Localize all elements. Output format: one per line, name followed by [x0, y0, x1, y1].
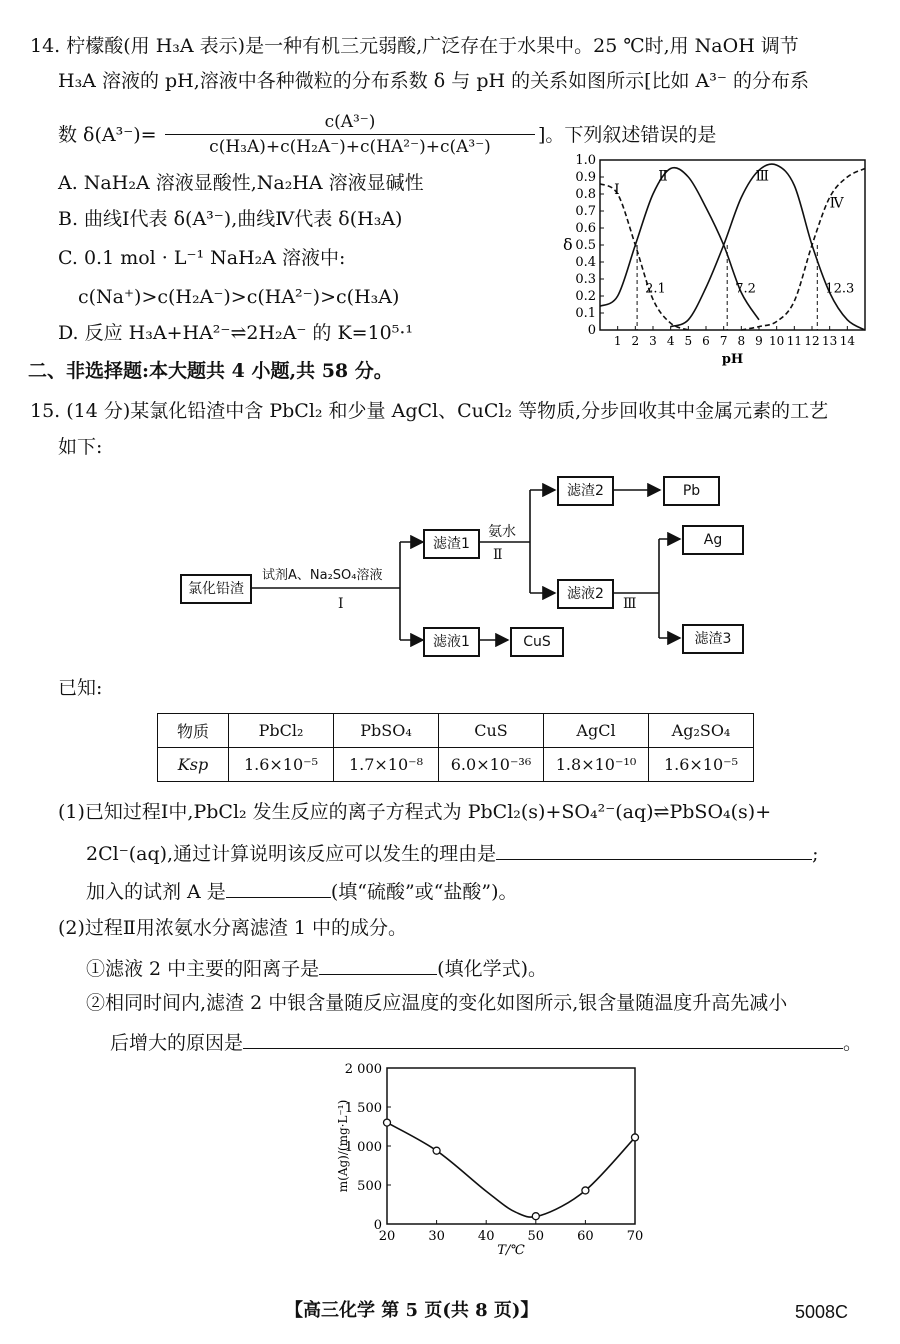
- y-tick-label: 1 000: [344, 1140, 382, 1155]
- x-tick-label: 6: [702, 334, 710, 348]
- x-tick-label: 30: [428, 1229, 445, 1244]
- flow-box-start: 氯化铅渣: [180, 574, 252, 604]
- x-tick-label: 20: [378, 1229, 396, 1244]
- distribution-chart: [545, 150, 880, 375]
- ksp-table-value-row: [158, 748, 754, 782]
- x-tick-label: 5: [684, 334, 693, 348]
- x-tick-label: 40: [477, 1229, 495, 1244]
- x-tick-label: 7: [719, 334, 728, 348]
- x-tick-label: 4: [666, 334, 675, 348]
- q15-p1-line2-end: ;: [812, 843, 819, 865]
- x-tick-label: 8: [737, 334, 746, 348]
- q14-frac-bar: [165, 134, 535, 135]
- q14-option-c-line2: c(Na⁺)>c(H₂A⁻)>c(HA²⁻)>c(H₃A): [78, 286, 400, 308]
- y-tick-label: 0.8: [575, 187, 596, 202]
- ksp-header-cell: 物质: [158, 714, 229, 748]
- y-axis-label: m(Ag)/(mg·L⁻¹): [336, 1099, 350, 1193]
- y-tick-label: 0.3: [575, 272, 596, 287]
- flow-box-pb: Pb: [663, 476, 720, 506]
- y-tick-label: 0.1: [575, 306, 596, 321]
- ksp-value-cell: 6.0×10⁻³⁶: [439, 748, 544, 782]
- ksp-value-cell: 1.6×10⁻⁵: [229, 748, 334, 782]
- pka-annotation: 2.1: [645, 281, 666, 297]
- q14-option-a: A. NaH₂A 溶液显酸性,Na₂HA 溶液显碱性: [58, 172, 424, 194]
- footer-title: 【高三化学 第 5 页(共 8 页)】: [285, 1300, 539, 1321]
- answer-blank-cation[interactable]: [319, 956, 437, 975]
- flow-box-filtrate2: 滤液2: [557, 579, 614, 609]
- q15-known: 已知:: [58, 677, 103, 699]
- x-axis-label: pH: [721, 352, 744, 367]
- q15-p2-2-line2-text: 后增大的原因是: [110, 1032, 244, 1054]
- ksp-table: [157, 713, 754, 782]
- answer-blank-reagent[interactable]: [226, 879, 331, 898]
- plot-frame: [387, 1068, 635, 1224]
- data-point: [433, 1147, 440, 1154]
- x-tick-label: 50: [527, 1229, 545, 1244]
- x-tick-label: 1: [613, 334, 622, 348]
- series-curve-1: [600, 184, 688, 330]
- flow-box-residue3: 滤渣3: [682, 624, 744, 654]
- y-tick-label: 0.5: [575, 238, 596, 253]
- x-tick-label: 10: [769, 334, 785, 348]
- y-axis-label: δ: [563, 235, 573, 254]
- x-tick-label: 3: [649, 334, 657, 348]
- q15-p2-1: [86, 956, 547, 981]
- ksp-header-cell: PbSO₄: [334, 714, 439, 748]
- x-tick-label: 12: [804, 334, 820, 348]
- data-point: [632, 1134, 639, 1141]
- q14-frac-prefix: 数 δ(A³⁻)=: [58, 124, 157, 146]
- series-label: Ⅱ: [658, 168, 668, 185]
- y-tick-label: 0.2: [575, 289, 596, 304]
- q14-option-b: B. 曲线Ⅰ代表 δ(A³⁻),曲线Ⅳ代表 δ(H₃A): [58, 208, 403, 230]
- ksp-value-cell: 1.6×10⁻⁵: [649, 748, 754, 782]
- silver-curve: [387, 1123, 635, 1218]
- q15-p1-line3-text: 加入的试剂 A 是: [86, 881, 226, 903]
- flow-step2-label: 氨水: [488, 524, 516, 540]
- answer-blank-cause[interactable]: [243, 1030, 843, 1049]
- flow-box-residue1: 滤渣1: [423, 529, 480, 559]
- flow-box-cus: CuS: [510, 627, 564, 657]
- q14-line1: 14. 柠檬酸(用 H₃A 表示)是一种有机三元弱酸,广泛存在于水果中。25 ℃时,用 NaOH 调节: [30, 35, 799, 57]
- q14-option-d: D. 反应 H₃A+HA²⁻⇌2H₂A⁻ 的 K=10⁵·¹: [58, 322, 414, 344]
- x-tick-label: 14: [839, 334, 855, 348]
- q15-p2-2: ②相同时间内,滤渣 2 中银含量随反应温度的变化如图所示,银含量随温度升高先减小: [86, 992, 788, 1014]
- footer-code: 5008C: [795, 1302, 849, 1322]
- ksp-header-cell: CuS: [439, 714, 544, 748]
- y-tick-label: 500: [357, 1179, 382, 1194]
- q15-p1-line2-text: 2Cl⁻(aq),通过计算说明该反应可以发生的理由是: [86, 843, 497, 865]
- plot-frame: [600, 160, 865, 330]
- x-tick-label: 70: [626, 1229, 644, 1244]
- q14-frac-suffix: ]。下列叙述错误的是: [538, 124, 717, 146]
- answer-blank-reason[interactable]: [496, 841, 812, 860]
- q15-p2-1-hint: (填化学式)。: [437, 958, 547, 980]
- series-curve-4: [741, 169, 865, 331]
- q15-p1-line1: (1)已知过程Ⅰ中,PbCl₂ 发生反应的离子方程式为 PbCl₂(s)+SO₄²⁻(aq)⇌PbSO₄(s)+: [58, 801, 772, 823]
- y-tick-label: 0.6: [575, 221, 596, 236]
- ksp-header-cell: Ag₂SO₄: [649, 714, 754, 748]
- q15-p1-line3: [86, 879, 518, 904]
- series-label: Ⅰ: [614, 182, 620, 198]
- y-tick-label: 0.7: [575, 204, 596, 219]
- ksp-table-header-row: [158, 714, 754, 748]
- ksp-value-cell: 1.8×10⁻¹⁰: [544, 748, 649, 782]
- q15-p2-2-line2-end: 。: [843, 1032, 863, 1054]
- x-tick-label: 11: [786, 334, 802, 348]
- x-tick-label: 60: [577, 1229, 594, 1244]
- ksp-header-cell: AgCl: [544, 714, 649, 748]
- flow-step3-roman: Ⅲ: [623, 596, 637, 612]
- x-tick-label: 9: [755, 334, 763, 348]
- x-axis-label: T/℃: [497, 1243, 525, 1258]
- q15-p2-1-text: ①滤液 2 中主要的阳离子是: [86, 958, 320, 980]
- series-label: Ⅳ: [829, 195, 844, 212]
- flow-step1-label: 试剂A、Na₂SO₄溶液: [262, 568, 383, 583]
- x-tick-label: 2: [631, 334, 640, 348]
- ksp-header-cell: PbCl₂: [229, 714, 334, 748]
- x-tick-label: 13: [822, 334, 838, 348]
- flow-box-residue2: 滤渣2: [557, 476, 614, 506]
- q15-p2: (2)过程Ⅱ用浓氨水分离滤渣 1 中的成分。: [58, 917, 407, 939]
- pka-annotation: 12.3: [825, 281, 855, 297]
- y-tick-label: 1.0: [575, 153, 596, 168]
- q15-p1-line2: [86, 841, 819, 866]
- y-tick-label: 0.9: [575, 170, 596, 185]
- q14-option-c: C. 0.1 mol · L⁻¹ NaH₂A 溶液中:: [58, 247, 346, 269]
- data-point: [582, 1187, 589, 1194]
- q14-frac-den: c(H₃A)+c(H₂A⁻)+c(HA²⁻)+c(A³⁻): [209, 137, 491, 157]
- data-point: [532, 1213, 539, 1220]
- y-tick-label: 0: [373, 1218, 382, 1233]
- q15-p1-line3-hint: (填“硫酸”或“盐酸”)。: [330, 881, 518, 903]
- flow-step1-roman: Ⅰ: [338, 596, 344, 612]
- series-curve-2: [600, 168, 759, 320]
- flow-step2-roman: Ⅱ: [493, 547, 503, 563]
- series-label: Ⅲ: [755, 168, 769, 185]
- q15-line1: 15. (14 分)某氯化铅渣中含 PbCl₂ 和少量 AgCl、CuCl₂ 等物质,分步回收其中金属元素的工艺: [30, 400, 829, 422]
- ksp-value-cell: 1.7×10⁻⁸: [334, 748, 439, 782]
- q15-p2-2-line2: [110, 1030, 862, 1055]
- y-tick-label: 0: [587, 323, 596, 338]
- silver-content-chart: [325, 1060, 660, 1260]
- flow-box-ag: Ag: [682, 525, 744, 555]
- y-tick-label: 0.4: [575, 255, 596, 270]
- q14-line2: H₃A 溶液的 pH,溶液中各种微粒的分布系数 δ 与 pH 的关系如图所示[比如 A³⁻ 的分布系: [58, 70, 809, 92]
- section-2-heading: 二、非选择题:本大题共 4 小题,共 58 分。: [28, 360, 393, 382]
- y-tick-label: 1 500: [344, 1101, 382, 1116]
- ksp-value-cell: Ksp: [158, 748, 229, 782]
- flow-box-filtrate1: 滤液1: [423, 627, 480, 657]
- y-tick-label: 2 000: [344, 1062, 382, 1077]
- pka-annotation: 7.2: [735, 281, 756, 297]
- q15-line2: 如下:: [58, 436, 103, 458]
- data-point: [384, 1119, 391, 1126]
- q14-frac-num: c(A³⁻): [324, 112, 376, 132]
